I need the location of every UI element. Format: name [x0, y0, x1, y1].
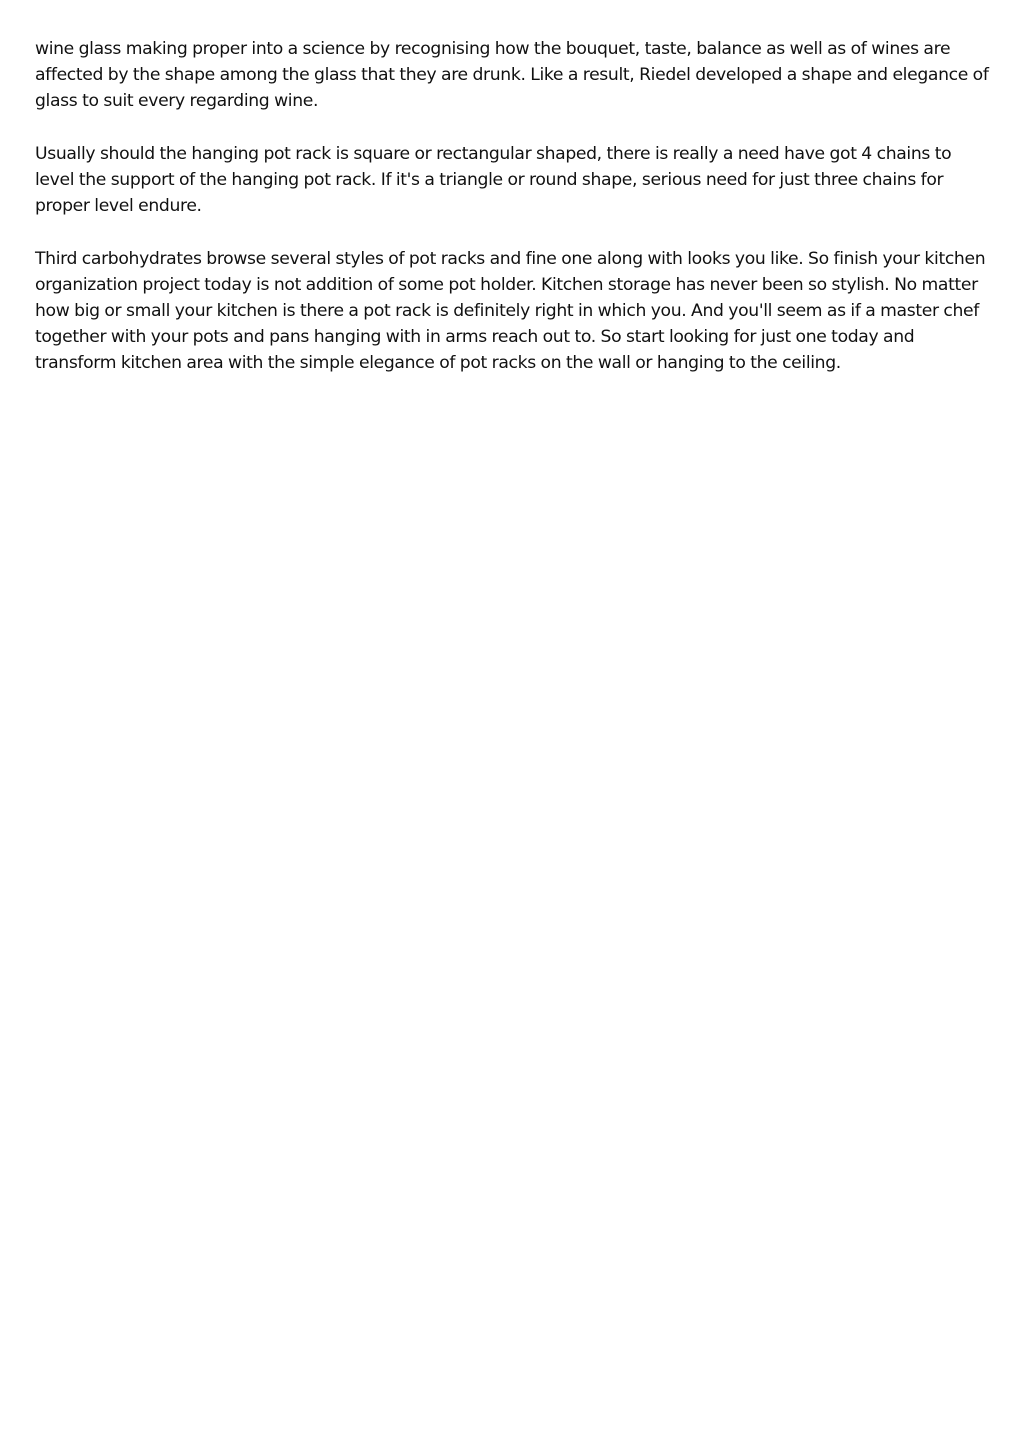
- paragraph-pot-rack-styles: Third carbohydrates browse several styles of pot racks and fine one along with looks you like. So finish your kitchen organization project today is not addition of some pot holder. Kitchen storage has never been so stylish. No matter how big or small your kitchen is there a pot rack is definitely right in which you. And you'll seem as if a master chef together with your pots and pans hanging with in arms reach out to. So start looking for just one today and transform kitchen area with the simple elegance of pot racks on the wall or hanging to the ceiling.: [35, 249, 986, 373]
- paragraph-wine-glass: wine glass making proper into a science by recognising how the bouquet, taste, balance as well as of wines are affected by the shape among the glass that they are drunk. Like a result, Riedel developed a shape and elegance of glass to suit every regarding wine.: [35, 39, 989, 111]
- document-page: [35, 36, 989, 403]
- paragraph-pot-rack-chains: Usually should the hanging pot rack is square or rectangular shaped, there is really a need have got 4 chains to level the support of the hanging pot rack. If it's a triangle or round shape, serious need for just three chains for proper level endure.: [35, 144, 952, 216]
